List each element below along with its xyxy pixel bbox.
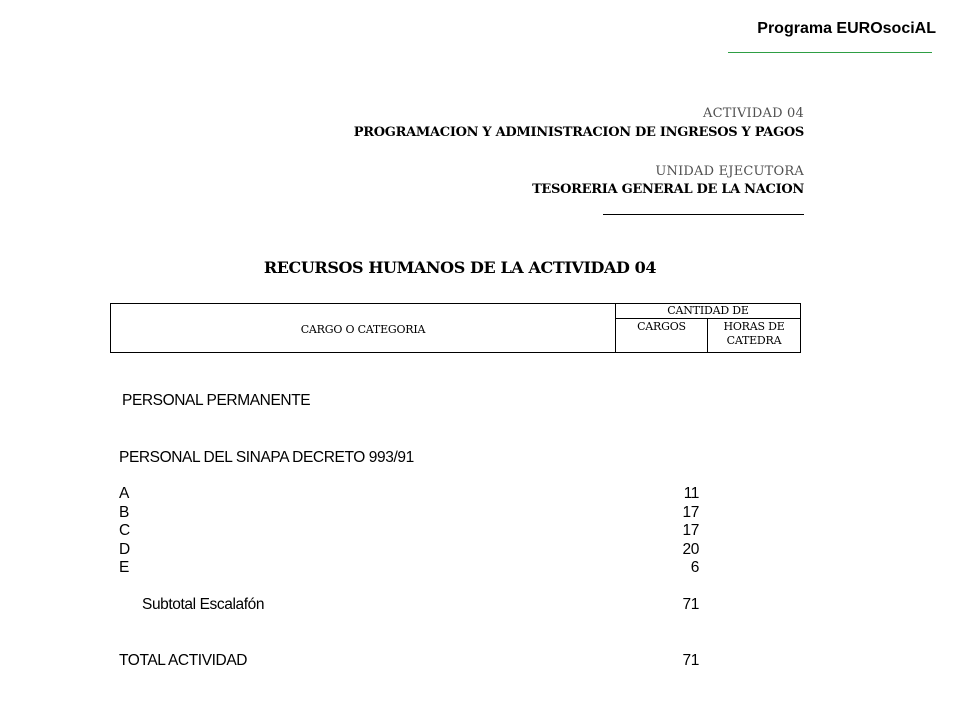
sinapa-staff-label: PERSONAL DEL SINAPA DECRETO 993/91 bbox=[119, 449, 414, 466]
column-header-cargos: CARGOS bbox=[616, 319, 708, 352]
category-row bbox=[119, 559, 699, 577]
category-label: A bbox=[119, 485, 129, 502]
column-group-cantidad: CANTIDAD DE bbox=[616, 304, 800, 319]
unit-name: TESORERIA GENERAL DE LA NACION bbox=[532, 182, 804, 197]
subtotal-row bbox=[119, 596, 699, 614]
column-header-horas-line1: HORAS DE bbox=[723, 320, 785, 333]
category-label: E bbox=[119, 559, 129, 576]
heading-divider bbox=[603, 214, 804, 215]
category-label: C bbox=[119, 522, 130, 539]
subtotal-value: 71 bbox=[682, 596, 699, 613]
category-row bbox=[119, 504, 699, 522]
category-row bbox=[119, 541, 699, 559]
category-label: B bbox=[119, 504, 129, 521]
activity-label: ACTIVIDAD 04 bbox=[703, 106, 804, 121]
activity-name: PROGRAMACION Y ADMINISTRACION DE INGRESOS Y PAGOS bbox=[353, 125, 804, 140]
column-header-horas-line2: CATEDRA bbox=[726, 334, 782, 347]
permanent-staff-label: PERSONAL PERMANENTE bbox=[122, 392, 311, 409]
category-value: 17 bbox=[682, 522, 699, 539]
section-title: RECURSOS HUMANOS DE LA ACTIVIDAD 04 bbox=[263, 258, 657, 277]
category-value: 11 bbox=[683, 485, 699, 502]
total-value: 71 bbox=[682, 652, 699, 669]
category-value: 17 bbox=[682, 504, 699, 521]
program-brand-title: Programa EUROsociAL bbox=[757, 20, 936, 37]
column-header-cargo: CARGO O CATEGORIA bbox=[111, 304, 616, 352]
unit-label: UNIDAD EJECUTORA bbox=[655, 164, 804, 179]
category-value: 20 bbox=[682, 541, 699, 558]
category-value: 6 bbox=[690, 559, 699, 576]
category-row bbox=[119, 485, 699, 503]
category-row bbox=[119, 522, 699, 540]
brand-underline bbox=[728, 52, 932, 53]
column-header-horas bbox=[708, 319, 800, 353]
resources-table-header bbox=[110, 303, 801, 353]
total-label: TOTAL ACTIVIDAD bbox=[119, 652, 248, 669]
subtotal-label: Subtotal Escalafón bbox=[142, 596, 265, 613]
category-label: D bbox=[119, 541, 130, 558]
total-row bbox=[119, 652, 699, 670]
